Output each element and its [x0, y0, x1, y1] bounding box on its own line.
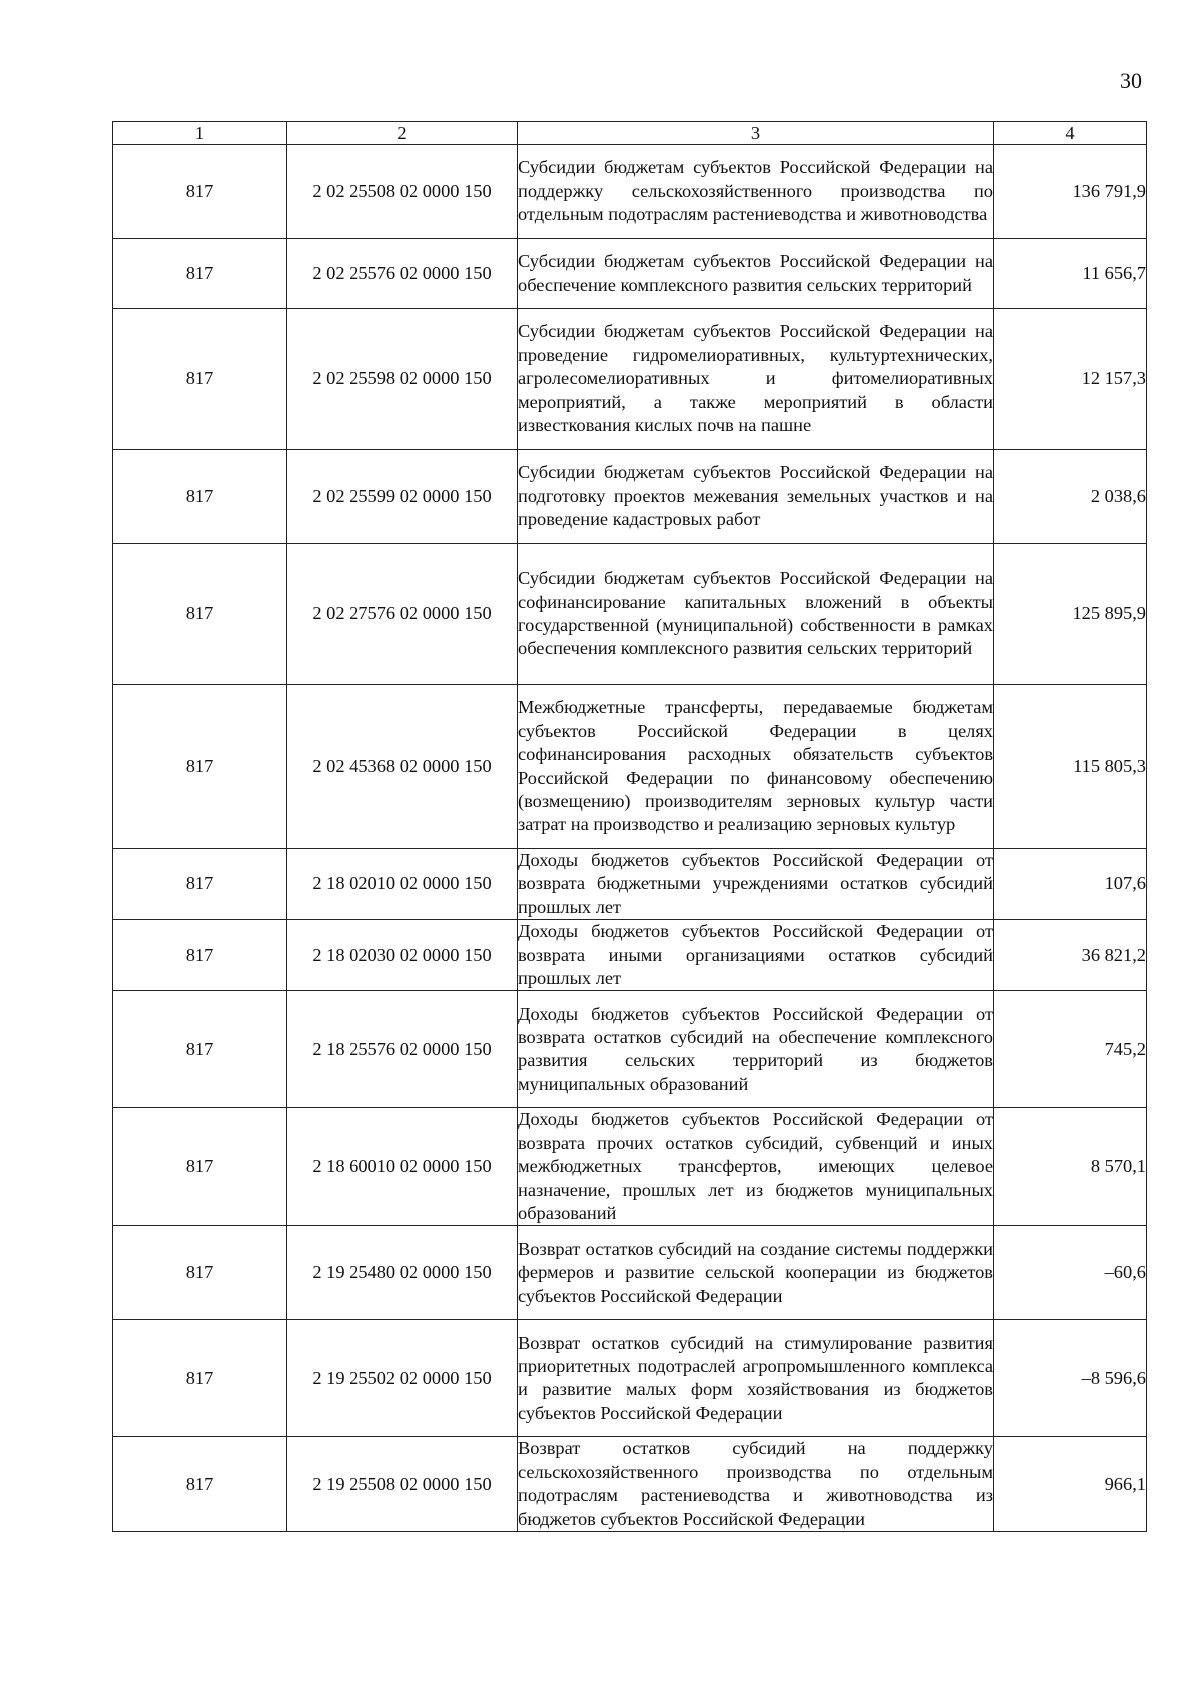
revenue-name-cell: Доходы бюджетов субъектов Российской Федерации от возврата прочих остатков субсидий, субвенций и иных межбюджетных трансфертов, имеющих целевое назначение, прошлых лет из бюджетов муниципальных образований: [518, 1108, 994, 1226]
budget-classification-code-cell: 2 02 25576 02 0000 150: [287, 239, 518, 309]
table-row: [113, 1320, 1147, 1437]
amount-cell: 966,1: [994, 1437, 1147, 1532]
table-row: [113, 145, 1147, 239]
revenue-name-cell: Субсидии бюджетам субъектов Российской Федерации на проведение гидромелиоративных, культуртехнических, агролесомелиоративных и фитомелиоративных мероприятий, а также мероприятий в области известкования кислых почв на пашне: [518, 309, 994, 450]
revenue-name-cell: Субсидии бюджетам субъектов Российской Федерации на софинансирование капитальных вложений в объекты государственной (муниципальной) собственности в рамках обеспечения комплексного развития сельских территорий: [518, 544, 994, 685]
amount-cell: –8 596,6: [994, 1320, 1147, 1437]
table-row: [113, 849, 1147, 920]
table-row: [113, 450, 1147, 544]
table-row: [113, 1108, 1147, 1226]
administrator-code-cell: 817: [113, 1108, 287, 1226]
amount-cell: 11 656,7: [994, 239, 1147, 309]
budget-classification-code-cell: 2 18 02030 02 0000 150: [287, 920, 518, 991]
table-body: [113, 145, 1147, 1532]
administrator-code-cell: 817: [113, 849, 287, 920]
revenue-name-cell: Субсидии бюджетам субъектов Российской Федерации на поддержку сельскохозяйственного производства по отдельным подотраслям растениеводства и животноводства: [518, 145, 994, 239]
table-row: [113, 920, 1147, 991]
administrator-code-cell: 817: [113, 145, 287, 239]
revenue-name-cell: Доходы бюджетов субъектов Российской Федерации от возврата иными организациями остатков субсидий прошлых лет: [518, 920, 994, 991]
amount-cell: 8 570,1: [994, 1108, 1147, 1226]
revenue-name-cell: Возврат остатков субсидий на поддержку сельскохозяйственного производства по отдельным подотраслям растениеводства и животноводства из бюджетов субъектов Российской Федерации: [518, 1437, 994, 1532]
amount-cell: 12 157,3: [994, 309, 1147, 450]
column-header-4: 4: [994, 122, 1147, 145]
administrator-code-cell: 817: [113, 920, 287, 991]
column-header-1: 1: [113, 122, 287, 145]
amount-cell: 36 821,2: [994, 920, 1147, 991]
amount-cell: 115 805,3: [994, 685, 1147, 849]
administrator-code-cell: 817: [113, 1437, 287, 1532]
administrator-code-cell: 817: [113, 1226, 287, 1320]
budget-classification-code-cell: 2 19 25508 02 0000 150: [287, 1437, 518, 1532]
amount-cell: 125 895,9: [994, 544, 1147, 685]
table-row: [113, 239, 1147, 309]
administrator-code-cell: 817: [113, 685, 287, 849]
administrator-code-cell: 817: [113, 239, 287, 309]
budget-classification-code-cell: 2 02 25508 02 0000 150: [287, 145, 518, 239]
revenue-name-cell: Доходы бюджетов субъектов Российской Федерации от возврата остатков субсидий на обеспечение комплексного развития сельских территорий из бюджетов муниципальных образований: [518, 991, 994, 1108]
budget-classification-code-cell: 2 02 45368 02 0000 150: [287, 685, 518, 849]
revenue-name-cell: Субсидии бюджетам субъектов Российской Федерации на обеспечение комплексного развития сельских территорий: [518, 239, 994, 309]
table-row: [113, 1437, 1147, 1532]
table-row: [113, 991, 1147, 1108]
budget-classification-code-cell: 2 19 25502 02 0000 150: [287, 1320, 518, 1437]
budget-classification-code-cell: 2 18 25576 02 0000 150: [287, 991, 518, 1108]
administrator-code-cell: 817: [113, 991, 287, 1108]
table-row: [113, 544, 1147, 685]
table-row: [113, 1226, 1147, 1320]
column-header-2: 2: [287, 122, 518, 145]
budget-classification-code-cell: 2 18 02010 02 0000 150: [287, 849, 518, 920]
table-row: [113, 685, 1147, 849]
budget-classification-code-cell: 2 02 27576 02 0000 150: [287, 544, 518, 685]
administrator-code-cell: 817: [113, 544, 287, 685]
amount-cell: 136 791,9: [994, 145, 1147, 239]
revenue-name-cell: Субсидии бюджетам субъектов Российской Федерации на подготовку проектов межевания земельных участков и на проведение кадастровых работ: [518, 450, 994, 544]
administrator-code-cell: 817: [113, 309, 287, 450]
revenue-name-cell: Межбюджетные трансферты, передаваемые бюджетам субъектов Российской Федерации в целях софинансирования расходных обязательств субъектов Российской Федерации по финансовому обеспечению (возмещению) производителям зерновых культур части затрат на производство и реализацию зерновых культур: [518, 685, 994, 849]
page-number: 30: [1120, 68, 1142, 93]
budget-table: [112, 121, 1147, 1532]
amount-cell: 107,6: [994, 849, 1147, 920]
revenue-name-cell: Возврат остатков субсидий на стимулирование развития приоритетных подотраслей агропромышленного комплекса и развитие малых форм хозяйствования из бюджетов субъектов Российской Федерации: [518, 1320, 994, 1437]
budget-classification-code-cell: 2 02 25598 02 0000 150: [287, 309, 518, 450]
budget-classification-code-cell: 2 02 25599 02 0000 150: [287, 450, 518, 544]
budget-classification-code-cell: 2 18 60010 02 0000 150: [287, 1108, 518, 1226]
administrator-code-cell: 817: [113, 1320, 287, 1437]
administrator-code-cell: 817: [113, 450, 287, 544]
revenue-name-cell: Доходы бюджетов субъектов Российской Федерации от возврата бюджетными учреждениями остатков субсидий прошлых лет: [518, 849, 994, 920]
amount-cell: 2 038,6: [994, 450, 1147, 544]
table-header-row: [113, 122, 1147, 145]
revenue-name-cell: Возврат остатков субсидий на создание системы поддержки фермеров и развитие сельской кооперации из бюджетов субъектов Российской Федерации: [518, 1226, 994, 1320]
budget-classification-code-cell: 2 19 25480 02 0000 150: [287, 1226, 518, 1320]
amount-cell: –60,6: [994, 1226, 1147, 1320]
table-row: [113, 309, 1147, 450]
amount-cell: 745,2: [994, 991, 1147, 1108]
column-header-3: 3: [518, 122, 994, 145]
